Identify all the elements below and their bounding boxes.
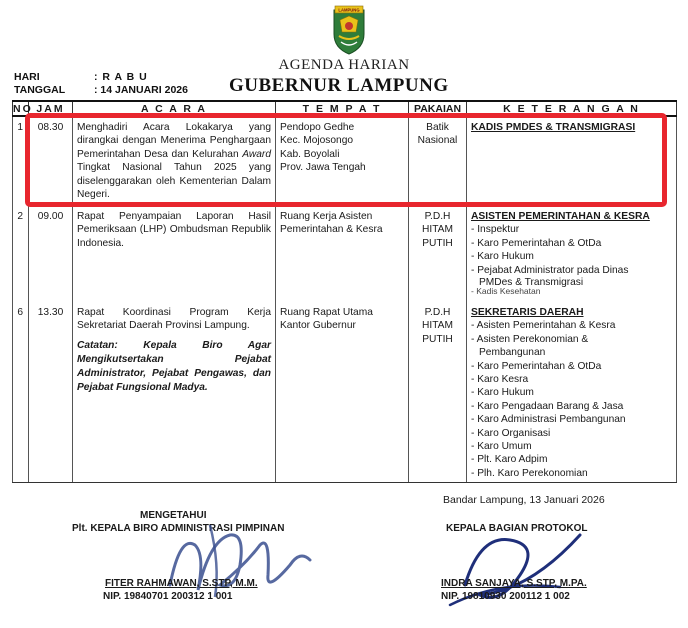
row-no: 6 [13, 302, 29, 483]
row-event: Rapat Penyampaian Laporan Hasil Pemeriksaan (LHP) Ombudsman Republik Indonesia. [73, 206, 276, 302]
notes-item: - Karo Kesra [471, 374, 529, 386]
row-attire: Batik Nasional [409, 116, 467, 206]
right-signer-nip: NIP. 19810930 200112 1 002 [441, 591, 570, 602]
svg-text:LAMPUNG: LAMPUNG [338, 7, 360, 13]
row-place: Ruang Kerja Asisten Pemerintahan & Kesra [276, 206, 409, 302]
notes-item: - Karo Administrasi Pembangunan [471, 414, 626, 426]
meta-day [14, 71, 148, 83]
notes-item: - Kadis Kesehatan [471, 286, 541, 297]
notes-item: - Karo Pengadaan Barang & Jasa [471, 400, 624, 412]
date-label: TANGGAL [14, 84, 66, 96]
notes-item: - Karo Hukum [471, 251, 534, 263]
notes-item: - Karo Umum [471, 441, 532, 453]
row-time: 08.30 [29, 116, 73, 206]
event-text: Rapat Koordinasi Program Kerja Sekretariat Daerah Provinsi Lampung. [77, 307, 271, 332]
left-sign-heading: MENGETAHUI [140, 510, 207, 521]
notes-head: ASISTEN PEMERINTAHAN & KESRA [471, 211, 650, 222]
notes-item: - Karo Pemerintahan & OtDa [471, 360, 602, 372]
event-note: Catatan: Kepala Biro Agar Mengikutsertakan Pejabat Administrator, Pejabat Pengawas, dan Pejabat Fungsional Madya. [77, 339, 271, 393]
row-time: 13.30 [29, 302, 73, 483]
row-place: Ruang Rapat Utama Kantor Gubernur [276, 302, 409, 483]
day-value: : R A B U [94, 71, 148, 83]
row-no: 2 [13, 206, 29, 302]
notes-item: - Plh. Karo Perekonomian [471, 467, 588, 479]
col-header-acara: A C A R A [73, 101, 276, 116]
row-attire: P.D.H HITAM PUTIH [409, 302, 467, 483]
notes-item: Pembangunan [479, 347, 546, 359]
notes-item: - Karo Hukum [471, 387, 534, 399]
governor-title: GUBERNUR LAMPUNG [229, 75, 449, 96]
right-signer-name: INDRA SANJAYA, S.STP, M.PA. [441, 578, 587, 589]
signature-left-icon [150, 505, 320, 605]
agenda-title: AGENDA HARIAN [278, 57, 410, 73]
notes-head: SEKRETARIS DAERAH [471, 307, 584, 318]
notes-item: - Pejabat Administrator pada Dinas [471, 264, 629, 276]
row-event: Menghadiri Acara Lokakarya yang dirangkai dengan Menerima Penghargaan Pemerintahan Desa dan Kelurahan Award Tingkat Nasional Tahun 2025 yang diselenggarakan oleh Kementerian Dalam Negeri. [73, 116, 276, 206]
row-notes [467, 206, 677, 302]
notes-item: - Asisten Perekonomian & [471, 333, 589, 345]
row-place: Pendopo Gedhe Kec. Mojosongo Kab. Boyolali Prov. Jawa Tengah [276, 116, 409, 206]
notes-item: - Inspektur [471, 224, 520, 236]
left-signer-name: FITER RAHMAWAN, S.STP, M.M. [105, 578, 258, 589]
notes-item: - Plt. Karo Adpim [471, 454, 548, 466]
row-attire: P.D.H HITAM PUTIH [409, 206, 467, 302]
notes-item: - Karo Pemerintahan & OtDa [471, 237, 602, 249]
col-header-pakaian: PAKAIAN [409, 101, 467, 116]
lampung-emblem-icon [330, 4, 368, 56]
col-header-no: NO [13, 103, 33, 115]
day-label: HARI [14, 71, 40, 83]
row-event [73, 302, 276, 483]
table-row [13, 302, 677, 483]
highlight-box [25, 113, 667, 207]
row-notes [467, 302, 677, 483]
place-date: Bandar Lampung, 13 Januari 2026 [443, 494, 605, 506]
date-value: : 14 JANUARI 2026 [94, 84, 188, 96]
notes-item: - Asisten Pemerintahan & Kesra [471, 320, 616, 332]
left-sign-title: Plt. KEPALA BIRO ADMINISTRASI PIMPINAN [72, 523, 285, 534]
row-time: 09.00 [29, 206, 73, 302]
row-no: 1 [13, 116, 29, 206]
notes-item: PMDes & Transmigrasi [479, 277, 584, 289]
col-header-keterangan: K E T E R A N G A N [467, 101, 677, 116]
right-sign-title: KEPALA BAGIAN PROTOKOL [446, 523, 588, 534]
meta-date [14, 84, 188, 96]
col-header-tempat: T E M P A T [276, 101, 409, 116]
notes-head: KADIS PMDES & TRANSMIGRASI [471, 122, 636, 133]
notes-item: - Karo Organisasi [471, 427, 551, 439]
left-signer-nip: NIP. 19840701 200312 1 001 [103, 591, 233, 602]
table-row [13, 206, 677, 302]
col-header-jam: JAM [29, 101, 73, 116]
